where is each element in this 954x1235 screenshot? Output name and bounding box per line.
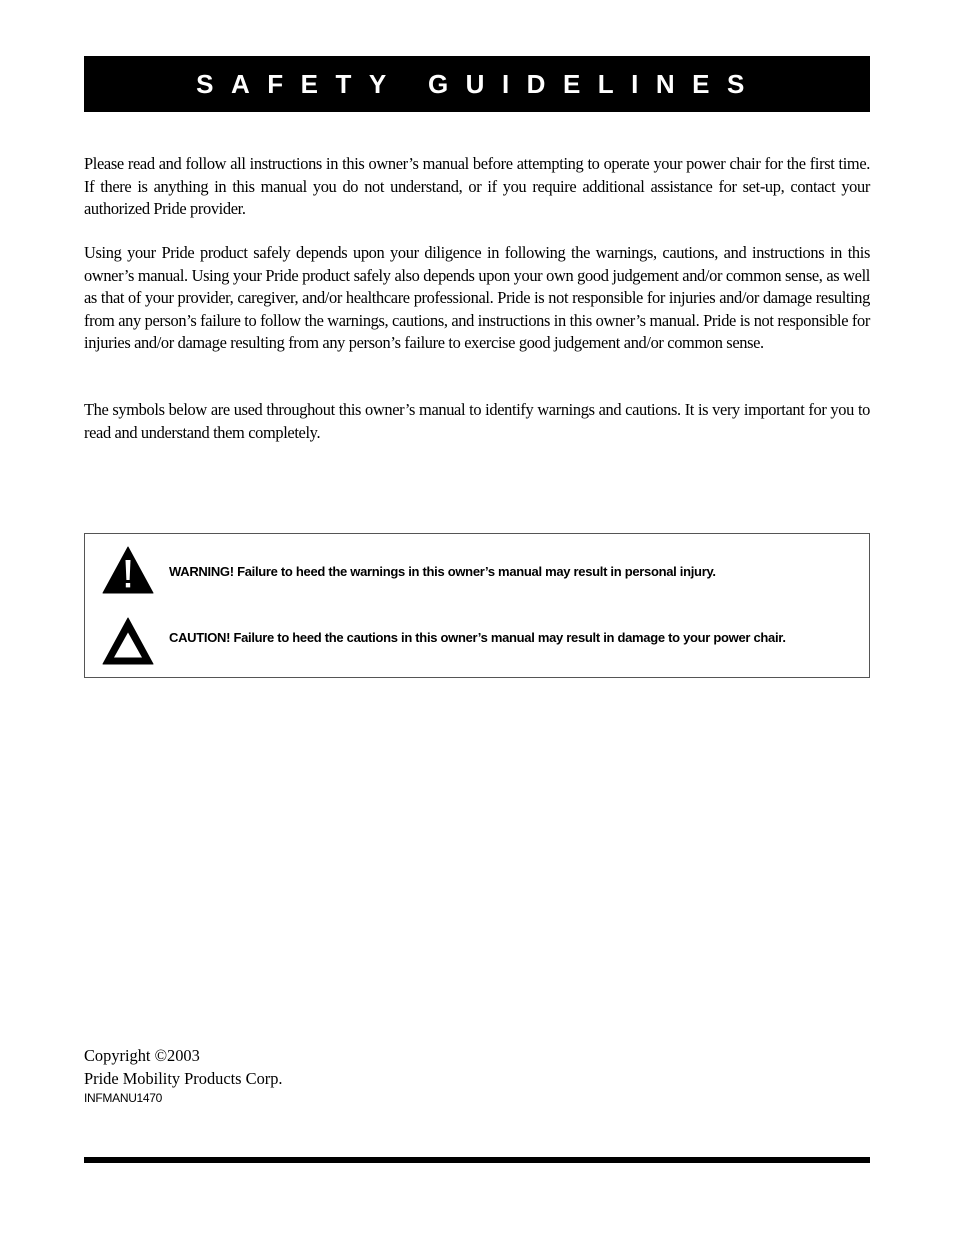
footer [84,1044,283,1106]
bottom-rule [84,1157,870,1163]
caution-text: CAUTION! Failure to heed the cautions in this owner’s manual may result in damage to your power chair. [169,630,786,645]
intro-paragraph: Please read and follow all instructions in this owner’s manual before attempting to operate your power chair for the first time. If there is anything in this manual you do not understand, or if you require additional assistance for set-up, contact your authorized Pride provider. [84,154,870,218]
title-bar [84,56,870,112]
warning-row [85,544,869,596]
caution-row [85,614,869,666]
company-name: Pride Mobility Products Corp. [84,1069,283,1088]
caution-triangle-icon [102,617,154,665]
symbols-intro-paragraph: The symbols below are used throughout this owner’s manual to identify warnings and cautions. It is very important for you to read and understand them completely. [84,400,870,442]
document-code: INFMANU1470 [84,1091,163,1105]
safety-paragraph: Using your Pride product safely depends upon your diligence in following the warnings, cautions, and instructions in this owner’s manual. Using your Pride product safely also depends upon your own good judgement and/or common sense, as well as that of your provider, caregiver, and/or healthcare professional. Pride is not responsible for injuries and/or damage resulting from any person’s failure to follow the warnings, cautions, and instructions in this owner’s manual. Pride is not responsible for injuries and/or damage resulting from any person’s failure to exercise good judgement and/or common sense. [84,243,870,352]
symbols-box [84,533,870,678]
warning-text: WARNING! Failure to heed the warnings in this owner’s manual may result in personal injury. [169,564,716,579]
copyright-text: Copyright ©2003 [84,1046,200,1065]
warning-triangle-icon [102,546,154,594]
page-title: SAFETY GUIDELINES [196,68,762,99]
